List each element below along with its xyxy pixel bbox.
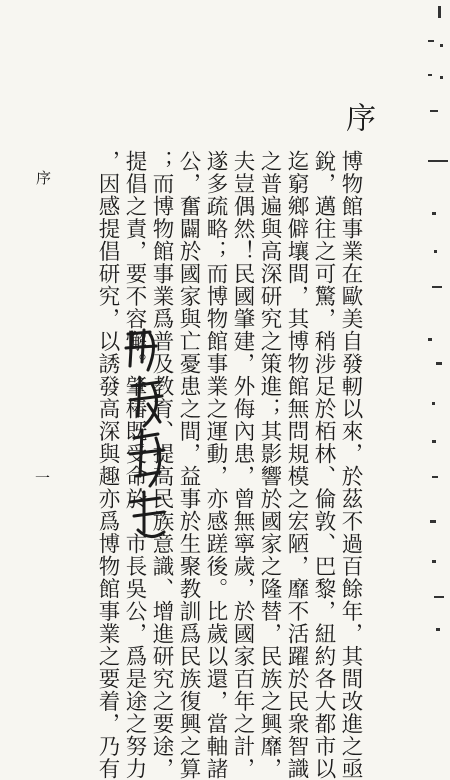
- edge-mark: [432, 440, 436, 443]
- edge-mark: [428, 74, 432, 76]
- edge-mark: [432, 476, 438, 478]
- edge-mark: [432, 286, 442, 288]
- text-column: 夫豈偶然！民國肇建，外侮內患，曾無寧歲，於國家百年之計，: [230, 150, 255, 780]
- text-column: 銳，邁往之可驚，稍涉足於栢林、倫敦、巴黎，紐約各大都市以: [311, 150, 336, 780]
- edge-mark: [428, 160, 448, 162]
- running-head: 序: [34, 170, 52, 185]
- text-column: 博物館事業在歐美自發軔以來，於茲不過百餘年，其間改進之亟: [338, 150, 363, 780]
- text-column: 迄窮鄉僻壤間，其博物館無問規模之宏陋，靡不活躍於民衆智識: [284, 150, 309, 780]
- preface-title: 序: [340, 102, 375, 132]
- text-column: ；而博物館事業爲普及教育、提高民族意識、增進研究之要途，: [149, 150, 174, 780]
- edge-mark: [434, 596, 444, 598]
- edge-mark: [436, 362, 442, 365]
- edge-mark: [434, 250, 437, 253]
- edge-mark: [432, 402, 435, 405]
- edge-mark: [432, 212, 436, 215]
- edge-mark: [440, 76, 443, 79]
- edge-mark: [438, 6, 441, 18]
- text-column: 遂多疏略；而博物館事業之運動，亦感蹉後。比歲以還，當軸諸: [203, 150, 228, 780]
- edge-mark: [432, 560, 436, 563]
- edge-mark: [436, 628, 440, 631]
- edge-mark: [428, 338, 432, 341]
- text-column: 之普遍與高深研究之策進；其影響於國家之隆替，民族之興靡，: [257, 150, 282, 780]
- edge-mark: [428, 40, 434, 42]
- text-column: 提倡之責，要不容懈。肇椿既受命於 市長吳公，爲是途之努力: [122, 150, 147, 780]
- edge-mark: [430, 110, 438, 112]
- edge-mark: [430, 520, 436, 523]
- text-column: ，因感提倡研究，以誘發高深與趣亦爲博物館事業之要着，乃有: [95, 150, 120, 780]
- text-column: 公，奮闢於國家與亡憂患之間，益事於生聚教訓爲民族復興之算: [176, 150, 201, 780]
- edge-mark: [440, 44, 443, 47]
- page-number: 一: [33, 470, 51, 485]
- signature: [120, 326, 176, 550]
